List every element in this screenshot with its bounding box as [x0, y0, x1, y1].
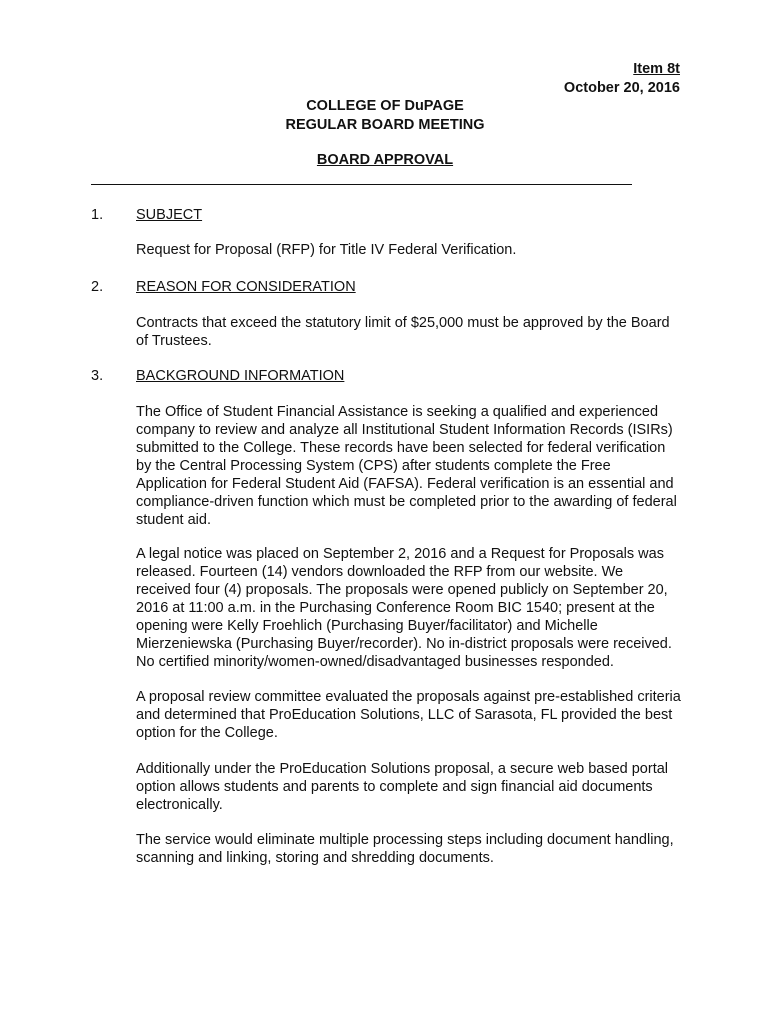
section-number: 1.: [91, 207, 104, 223]
reason-paragraph: Contracts that exceed the statutory limit of $25,000 must be approved by the Board of Trustees.: [136, 315, 670, 349]
background-paragraph: Additionally under the ProEducation Solutions proposal, a secure web based portal option allows students and parents to complete and sign financial aid documents electronically.: [136, 761, 669, 813]
meeting-date: October 20, 2016: [563, 80, 680, 96]
college-name: COLLEGE OF DuPAGE: [306, 98, 464, 114]
item-number: Item 8t: [633, 61, 680, 77]
background-paragraph: A proposal review committee evaluated the proposals against pre-established criteria and determined that ProEducation Solutions, LLC of Sarasota, FL provided the best option for the College.: [136, 689, 681, 741]
section-number: 3.: [91, 368, 104, 384]
header-divider: [91, 184, 632, 185]
section-number: 2.: [91, 279, 104, 295]
section-heading: REASON FOR CONSIDERATION: [136, 279, 356, 295]
meeting-title: REGULAR BOARD MEETING: [285, 117, 485, 133]
item-header: [564, 60, 680, 98]
background-paragraph: A legal notice was placed on September 2, 2016 and a Request for Proposals was released. Fourteen (14) vendors downloaded the RFP from our website. We received four (4) proposals. The proposals were opened publicly on September 20, 2016 at 11:00 a.m. in the Purchasing Conference Room BIC 1540; present at the opening were Kelly Froehlich (Purchasing Buyer/facilitator) and Michelle Mierzeniewska (Purchasing Buyer/recorder). No in-district proposals were received. No certified minority/women-owned/disadvantaged businesses responded.: [136, 546, 672, 670]
approval-title: BOARD APPROVAL: [316, 152, 454, 168]
section-heading: SUBJECT: [136, 207, 203, 223]
background-paragraph: The Office of Student Financial Assistance is seeking a qualified and experienced company to review and analyze all Institutional Student Information Records (ISIRs) submitted to the College. These records have been selected for federal verification by the Central Processing System (CPS) after students complete the Free Application for Federal Student Aid (FAFSA). Federal verification is an essential and compliance-driven function which must be completed prior to the awarding of federal student aid.: [136, 404, 677, 528]
subject-paragraph: Request for Proposal (RFP) for Title IV Federal Verification.: [136, 242, 517, 258]
section-heading: BACKGROUND INFORMATION: [136, 368, 345, 384]
background-paragraph: The service would eliminate multiple processing steps including document handling, scanning and linking, storing and shredding documents.: [136, 832, 674, 866]
